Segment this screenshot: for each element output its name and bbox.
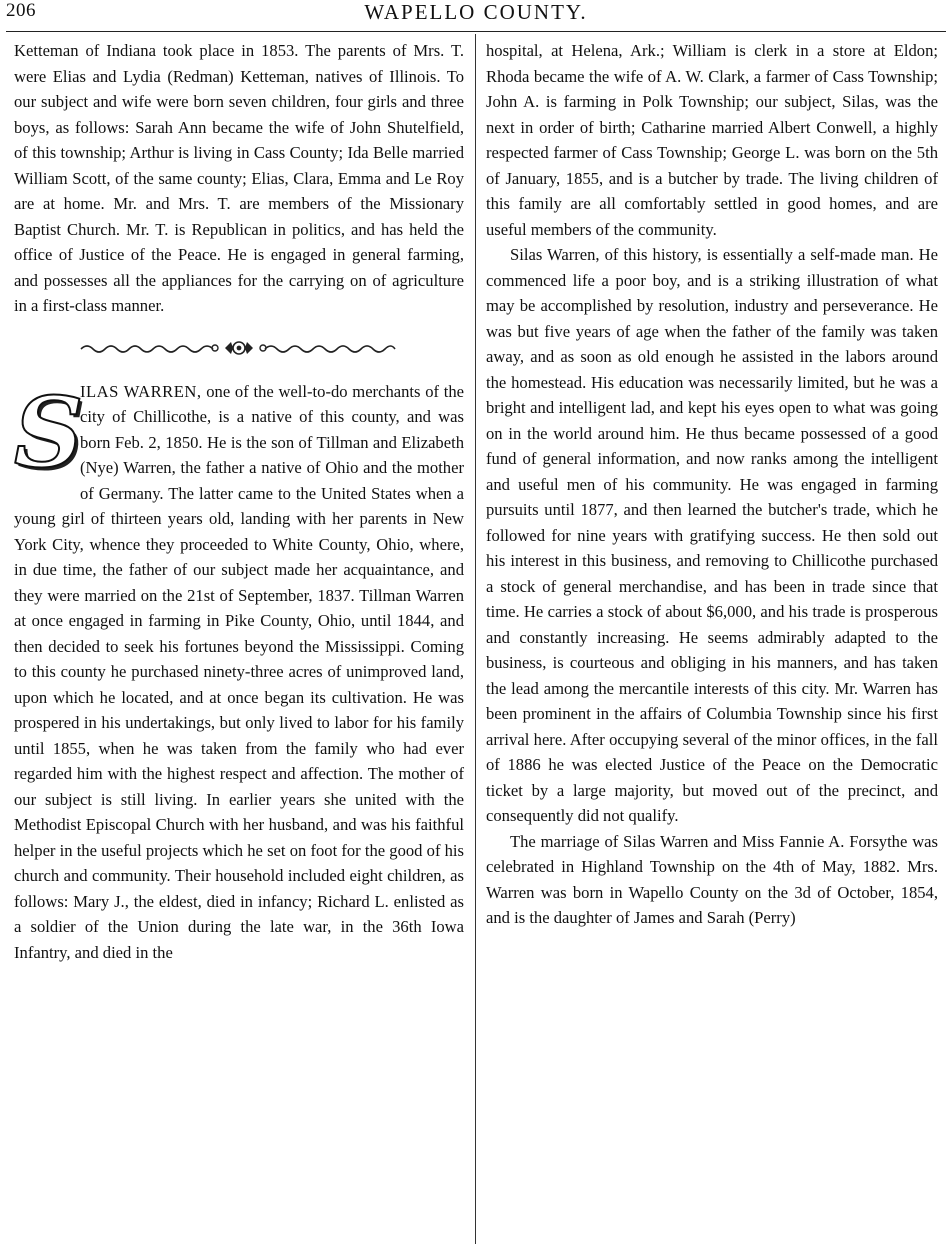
column-divider	[475, 34, 476, 1244]
left-paragraph-1: Ketteman of Indiana took place in 1853. The parents of Mrs. T. were Elias and Lydia (Redman) Ketteman, natives of Illinois. To our subject and wife were born seven children, four girls and three boys, as follows: Sarah Ann became the wife of John Shutelfield, of this township; Arthur is living in Cass County; Ida Belle married William Scott, of the same county; Elias, Clara, Emma and Le Roy are at home. Mr. and Mrs. T. are members of the Missionary Baptist Church. Mr. T. is Republican in politics, and has held the office of Justice of the Peace. He is engaged in general farming, and possesses all the appliances for the carrying on of agriculture in a first-class manner.	[14, 41, 464, 315]
decorative-divider-icon	[79, 339, 399, 357]
right-column	[486, 38, 938, 931]
right-paragraph-3: The marriage of Silas Warren and Miss Fannie A. Forsythe was celebrated in Highland Township on the 4th of May, 1882. Mrs. Warren was born in Wapello County on the 3d of October, 1854, and is the daughter of James and Sarah (Perry)	[486, 831, 938, 927]
ornate-initial-s-icon	[14, 375, 84, 489]
right-paragraph-2: Silas Warren, of this history, is essentially a self-made man. He commenced life a poor boy, and is a striking illustration of what may be accomplished by resolution, industry and perseverance. He was but five years of age when the father of the family was taken away, and as soon as old enough he assisted in the labors around the homestead. His education was necessarily limited, but he was a bright and intelligent lad, and kept his eyes open to what was going on in the world around him. He thus became possessed of a good fund of general information, and now ranks among the intelligent and useful men of his community. He was engaged in farming pursuits until 1877, and then learned the butcher's trade, which he followed for nine years with gratifying success. He then sold out his interest in this business, and removing to Chillicothe purchased a stock of general merchandise, and has been in trade since that time. He carries a stock of about $6,000, and his trade is prosperous and constantly increasing. He seems admirably adapted to the business, is courteous and obliging in his manners, and has taken the lead among the mercantile interests of this city. Mr. Warren has been prominent in the affairs of Columbia Township since his first arrival here. After occupying several of the minor offices, in the fall of 1886 he was elected Justice of the Peace on the Democratic ticket by a large majority, but moved out of the precinct, and consequently did not qualify.	[486, 245, 938, 825]
biography-lead: ILAS WARREN,	[80, 381, 202, 401]
running-title: WAPELLO COUNTY.	[364, 0, 588, 24]
header-rule	[6, 31, 946, 32]
left-column	[14, 38, 464, 965]
right-paragraph-1: hospital, at Helena, Ark.; William is clerk in a store at Eldon; Rhoda became the wife of A. W. Clark, a farmer of Cass Township; John A. is farming in Polk Township; our subject, Silas, was the next in order of birth; Catharine married Albert Conwell, a highly respected farmer of Cass Township; George L. was born on the 5th of January, 1855, and is a butcher by trade. The living children of this family are all comfortably settled in good homes, and are useful members of the community.	[486, 41, 938, 239]
page-header	[0, 0, 952, 34]
biography-silas-warren	[14, 375, 465, 966]
biography-text: one of the well-to-do merchants of the city of Chillicothe, is a native of this county, and was born Feb. 2, 1850. He is the son of Tillman and Elizabeth (Nye) Warren, the father a native of Ohio and the mother of Germany. The latter came to the United States when a young girl of thirteen years old, landing with her parents in New York City, whence they proceeded to White County, Ohio, where, in due time, the father of our subject made her acquaintance, and they were married on the 21st of September, 1837. Tillman Warren at once engaged in farming in Pike County, Ohio, until 1844, and then decided to seek his fortunes beyond the Mississippi. Coming to this county he purchased ninety-three acres of unimproved land, upon which he located, and at once began its cultivation. He was prospered in his undertakings, but only lived to labor for his family until 1855, when he was taken from the family who had ever regarded him with the highest respect and affection. The mother of our subject is still living. In earlier years she united with the Methodist Episcopal Church with her husband, and was his faithful helper in the useful projects which he set on foot for the good of his church and community. Their household included eight children, as follows: Mary J., the eldest, died in infancy; Richard L. enlisted as a soldier of the Union during the late war, in the 36th Iowa Infantry, and died in the	[14, 381, 465, 962]
page-number: 206	[6, 0, 36, 21]
dropcap-letter: S	[14, 375, 84, 489]
